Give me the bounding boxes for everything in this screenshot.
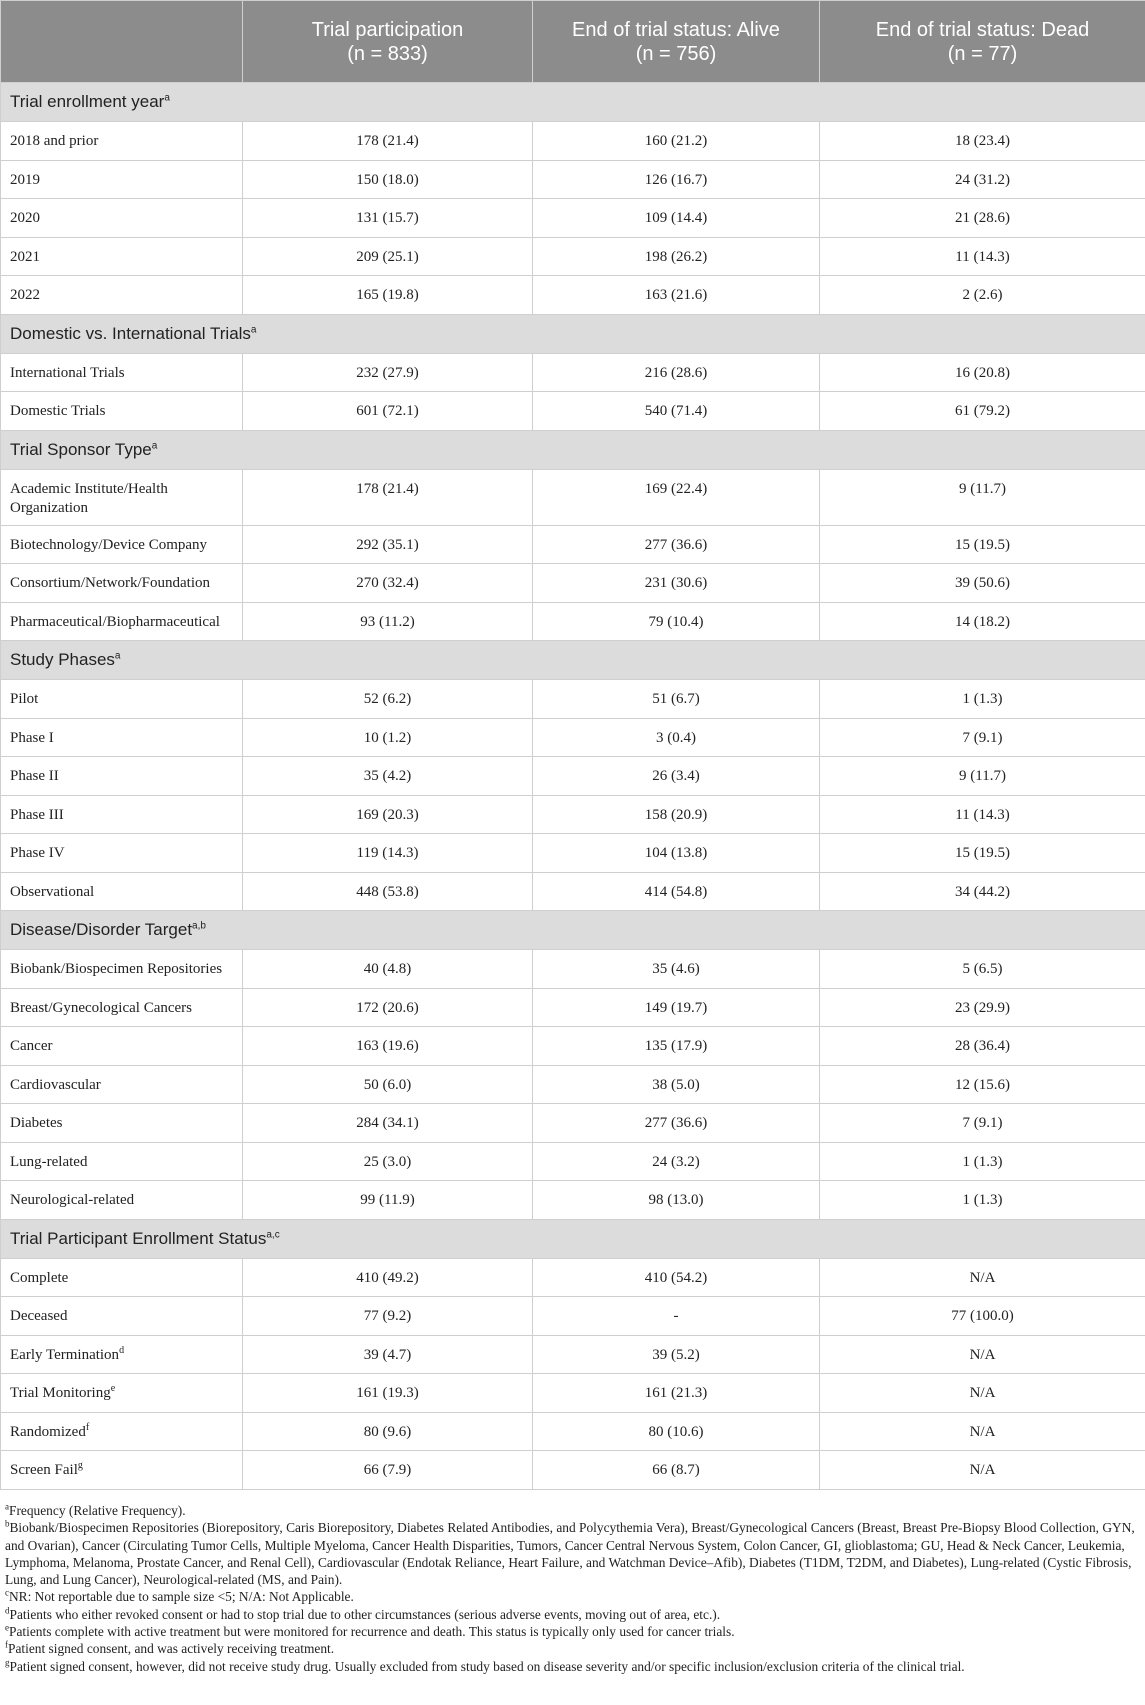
dead-value: 5 (6.5): [820, 950, 1145, 989]
alive-value: 149 (19.7): [533, 988, 820, 1027]
row-label-text: Breast/Gynecological Cancers: [10, 999, 193, 1016]
footnote: [5, 1588, 1140, 1605]
dead-value: 11 (14.3): [820, 237, 1145, 276]
table-body: [1, 83, 1145, 1490]
alive-value: 3 (0.4): [533, 718, 820, 757]
alive-value: 277 (36.6): [533, 1104, 820, 1143]
trial-participation-value: 178 (21.4): [243, 122, 533, 161]
alive-value: 26 (3.4): [533, 757, 820, 796]
row-label: [1, 872, 243, 911]
table-row: [1, 718, 1145, 757]
alive-value: 104 (13.8): [533, 834, 820, 873]
section-title-text: Study Phases: [10, 650, 115, 669]
footnote-marker: g: [5, 1657, 10, 1668]
table-row: [1, 602, 1145, 641]
footnote-marker: e: [110, 1383, 116, 1394]
row-label: [1, 469, 243, 525]
header-col2-line2: (n = 756): [635, 42, 717, 65]
trial-participation-value: 161 (19.3): [243, 1374, 533, 1413]
row-label-text: Phase I: [10, 729, 54, 746]
section-title: [1, 1219, 1145, 1258]
dead-value: 21 (28.6): [820, 199, 1145, 238]
trial-participation-value: 410 (49.2): [243, 1258, 533, 1297]
footnote-marker: f: [5, 1639, 8, 1650]
table-row: [1, 1412, 1145, 1451]
trial-participation-value: 119 (14.3): [243, 834, 533, 873]
dead-value: 23 (29.9): [820, 988, 1145, 1027]
row-label: [1, 276, 243, 315]
trial-participation-value: 80 (9.6): [243, 1412, 533, 1451]
row-label-text: 2018 and prior: [10, 133, 99, 149]
alive-value: 414 (54.8): [533, 872, 820, 911]
footnote-text: Patient signed consent, however, did not receive study drug. Usually excluded from study based on disease severity and/or specific inclusion/exclusion criteria of the clinical trial.: [9, 1658, 965, 1674]
alive-value: 80 (10.6): [533, 1412, 820, 1451]
row-label: [1, 1104, 243, 1143]
footnote: [5, 1640, 1140, 1657]
header-empty-cell: [1, 1, 243, 83]
row-label: [1, 525, 243, 564]
table-row: [1, 237, 1145, 276]
row-label-text: 2019: [10, 171, 40, 188]
section-title: [1, 314, 1145, 353]
footnote-text: NR: Not reportable due to sample size <5; N/A: Not Applicable.: [9, 1589, 354, 1605]
alive-value: 109 (14.4): [533, 199, 820, 238]
table-row: [1, 988, 1145, 1027]
trial-participation-value: 40 (4.8): [243, 950, 533, 989]
table-row: [1, 525, 1145, 564]
row-label: [1, 680, 243, 719]
row-label: [1, 1335, 243, 1374]
trial-participation-value: 165 (19.8): [243, 276, 533, 315]
footnote-marker: g: [77, 1460, 83, 1471]
dead-value: 15 (19.5): [820, 525, 1145, 564]
row-label: [1, 757, 243, 796]
alive-value: 277 (36.6): [533, 525, 820, 564]
dead-value: 18 (23.4): [820, 122, 1145, 161]
header-col1-line1: Trial participation: [311, 18, 464, 41]
row-label: [1, 834, 243, 873]
row-label-text: Complete: [10, 1269, 69, 1286]
header-col3-line2: (n = 77): [947, 42, 1018, 65]
footnote-marker: a: [250, 323, 257, 335]
footnote-text: Frequency (Relative Frequency).: [9, 1503, 186, 1518]
dead-value: 34 (44.2): [820, 872, 1145, 911]
row-label: [1, 718, 243, 757]
row-label-text: Phase III: [10, 806, 64, 823]
dead-value: N/A: [820, 1412, 1145, 1451]
dead-value: N/A: [820, 1335, 1145, 1374]
trial-participation-value: 284 (34.1): [243, 1104, 533, 1143]
alive-value: 126 (16.7): [533, 160, 820, 199]
trial-participation-value: 178 (21.4): [243, 469, 533, 525]
trial-participation-value: 169 (20.3): [243, 795, 533, 834]
table-row: [1, 1027, 1145, 1066]
footnote: [5, 1658, 1140, 1675]
section-title: [1, 83, 1145, 122]
trial-participation-value: 39 (4.7): [243, 1335, 533, 1374]
footnote-text: Biobank/Biospecimen Repositories (Biorepository, Caris Biorepository, Diabetes Related Antibodies, and Polycythemia Vera), Breast/Gynecological Cancers (Breast, Breast Pre-Biopsy Blood Collection, GYN, and Ovarian), Cancer (Circulating Tumor Cells, Multiple Myeloma, Cancer Health Disparities, Tumors, Cancer Central Nervous System, Colon Cancer, GI, glioblastoma; GU, Head & Neck Cancer, Leukemia, Lymphoma, Melanoma, Prostate Cancer, and Renal Cell), Cardiovascular (Endotak Reliance, Heart Failure, and Watchman Device–Afib), Diabetes (T1DM, T2DM, and Diabetes), Lung-related (Cystic Fibrosis, Lung, and Lung Cancer), Neurological-related (MS, and Pain).: [5, 1520, 1135, 1588]
section-title: [1, 641, 1145, 680]
footnote-text: Patients complete with active treatment but were monitored for recurrence and death. This status is typically only used for cancer trials.: [9, 1624, 735, 1640]
section-title-text: Trial Participant Enrollment Status: [10, 1228, 267, 1248]
footnote-text: Patient signed consent, and was actively receiving treatment.: [8, 1641, 335, 1657]
dead-value: 1 (1.3): [820, 1181, 1145, 1220]
alive-value: 39 (5.2): [533, 1335, 820, 1374]
row-label: [1, 160, 243, 199]
dead-value: 15 (19.5): [820, 834, 1145, 873]
trial-participation-value: 25 (3.0): [243, 1142, 533, 1181]
row-label-text: Lung-related: [10, 1153, 88, 1170]
row-label-text: Phase II: [10, 768, 59, 784]
alive-value: 35 (4.6): [533, 950, 820, 989]
row-label-text: Screen Fail: [10, 1462, 78, 1478]
row-label: [1, 1297, 243, 1336]
trial-participation-value: 10 (1.2): [243, 718, 533, 757]
row-label: [1, 353, 243, 392]
footnote-marker: e: [5, 1622, 9, 1633]
alive-value: 231 (30.6): [533, 564, 820, 603]
footnote: [5, 1519, 1140, 1588]
dead-value: 7 (9.1): [820, 718, 1145, 757]
alive-value: 169 (22.4): [533, 469, 820, 525]
section-header-row: [1, 430, 1145, 469]
dead-value: N/A: [820, 1451, 1145, 1490]
table-row: [1, 1258, 1145, 1297]
footnote-marker: a: [114, 650, 121, 662]
trial-participation-value: 292 (35.1): [243, 525, 533, 564]
alive-value: 79 (10.4): [533, 602, 820, 641]
row-label-text: Observational: [10, 883, 95, 900]
row-label: [1, 1412, 243, 1451]
alive-value: -: [533, 1297, 820, 1336]
dead-value: 61 (79.2): [820, 392, 1145, 431]
table-row: [1, 1451, 1145, 1490]
dead-value: 12 (15.6): [820, 1065, 1145, 1104]
alive-value: 540 (71.4): [533, 392, 820, 431]
row-label: [1, 1181, 243, 1220]
table-row: [1, 950, 1145, 989]
row-label: [1, 237, 243, 276]
row-label-text: Deceased: [10, 1308, 68, 1324]
row-label-text: 2022: [10, 287, 40, 303]
dead-value: 16 (20.8): [820, 353, 1145, 392]
footnote-marker: a: [151, 439, 158, 451]
section-title-text: Domestic vs. International Trials: [10, 323, 251, 343]
section-header-row: [1, 83, 1145, 122]
dead-value: 11 (14.3): [820, 795, 1145, 834]
trial-participation-value: 209 (25.1): [243, 237, 533, 276]
row-label-text: Pharmaceutical/Biopharmaceutical: [10, 613, 220, 630]
alive-value: 135 (17.9): [533, 1027, 820, 1066]
section-title-text: Trial enrollment year: [10, 92, 165, 111]
alive-value: 24 (3.2): [533, 1142, 820, 1181]
row-label: [1, 950, 243, 989]
alive-value: 51 (6.7): [533, 680, 820, 719]
table-row: [1, 795, 1145, 834]
header-col3-line1: End of trial status: Dead: [875, 18, 1090, 41]
trial-participation-value: 131 (15.7): [243, 199, 533, 238]
table-row: [1, 834, 1145, 873]
trial-participation-value: 448 (53.8): [243, 872, 533, 911]
footnote-marker: a,c: [266, 1228, 280, 1240]
footnote-marker: a: [164, 92, 170, 104]
section-title-text: Trial Sponsor Type: [10, 439, 152, 459]
dead-value: 77 (100.0): [820, 1297, 1145, 1336]
table-row: [1, 872, 1145, 911]
footnotes: [0, 1502, 1145, 1675]
row-label-text: Cardiovascular: [10, 1076, 101, 1093]
dead-value: 28 (36.4): [820, 1027, 1145, 1066]
row-label-text: Cancer: [10, 1038, 53, 1054]
table-row: [1, 757, 1145, 796]
alive-value: 38 (5.0): [533, 1065, 820, 1104]
trial-participation-value: 99 (11.9): [243, 1181, 533, 1220]
section-header-row: [1, 641, 1145, 680]
section-header-row: [1, 1219, 1145, 1258]
section-header-row: [1, 314, 1145, 353]
row-label: [1, 1142, 243, 1181]
row-label: [1, 392, 243, 431]
table-row: [1, 680, 1145, 719]
trial-participation-value: 50 (6.0): [243, 1065, 533, 1104]
alive-value: 198 (26.2): [533, 237, 820, 276]
trial-participation-value: 93 (11.2): [243, 602, 533, 641]
footnote: [5, 1606, 1140, 1623]
footnote-marker: d: [119, 1344, 125, 1356]
alive-value: 163 (21.6): [533, 276, 820, 315]
row-label-text: Trial Monitoring: [10, 1385, 111, 1401]
table-row: [1, 1142, 1145, 1181]
header-alive: [533, 1, 820, 83]
table-row: [1, 1335, 1145, 1374]
row-label: [1, 564, 243, 603]
dead-value: 14 (18.2): [820, 602, 1145, 641]
alive-value: 98 (13.0): [533, 1181, 820, 1220]
table-row: [1, 1297, 1145, 1336]
trial-participation-value: 66 (7.9): [243, 1451, 533, 1490]
row-label: [1, 122, 243, 161]
trial-participation-value: 270 (32.4): [243, 564, 533, 603]
dead-value: 24 (31.2): [820, 160, 1145, 199]
table-row: [1, 276, 1145, 315]
footnote-marker: a,b: [192, 920, 206, 932]
footnote-marker: c: [5, 1588, 9, 1599]
footnote-marker: a: [5, 1501, 9, 1512]
trial-participation-value: 172 (20.6): [243, 988, 533, 1027]
alive-value: 160 (21.2): [533, 122, 820, 161]
section-title: [1, 430, 1145, 469]
row-label-text: Early Termination: [10, 1346, 120, 1363]
section-title-text: Disease/Disorder Target: [10, 920, 193, 939]
dead-value: 39 (50.6): [820, 564, 1145, 603]
header-dead: [820, 1, 1145, 83]
trial-participation-value: 232 (27.9): [243, 353, 533, 392]
footnote: [5, 1502, 1140, 1519]
table-row: [1, 1065, 1145, 1104]
table-row: [1, 122, 1145, 161]
row-label: [1, 1258, 243, 1297]
row-label-text: Diabetes: [10, 1115, 63, 1131]
row-label: [1, 1065, 243, 1104]
row-label-text: 2020: [10, 210, 40, 226]
table-row: [1, 1104, 1145, 1143]
table-row: [1, 353, 1145, 392]
row-label: [1, 795, 243, 834]
row-label-text: Academic Institute/Health Organization: [10, 480, 168, 516]
row-label-text: Pilot: [10, 691, 39, 707]
dead-value: N/A: [820, 1258, 1145, 1297]
row-label: [1, 1027, 243, 1066]
alive-value: 66 (8.7): [533, 1451, 820, 1490]
trial-participation-value: 77 (9.2): [243, 1297, 533, 1336]
table-row: [1, 199, 1145, 238]
footnote-marker: b: [5, 1518, 10, 1529]
alive-value: 410 (54.2): [533, 1258, 820, 1297]
dead-value: 1 (1.3): [820, 680, 1145, 719]
row-label-text: International Trials: [10, 364, 125, 381]
row-label-text: Consortium/Network/Foundation: [10, 575, 210, 591]
footnote-marker: f: [85, 1421, 90, 1433]
alive-value: 161 (21.3): [533, 1374, 820, 1413]
footnote-marker: d: [5, 1605, 10, 1616]
row-label-text: Phase IV: [10, 845, 65, 861]
trial-participation-value: 35 (4.2): [243, 757, 533, 796]
row-label-text: Neurological-related: [10, 1192, 135, 1208]
table-row: [1, 1181, 1145, 1220]
trial-participation-value: 163 (19.6): [243, 1027, 533, 1066]
table-row: [1, 469, 1145, 525]
row-label: [1, 1451, 243, 1490]
row-label-text: Biotechnology/Device Company: [10, 536, 208, 553]
dead-value: 9 (11.7): [820, 757, 1145, 796]
row-label: [1, 988, 243, 1027]
header-row: [1, 1, 1145, 83]
row-label: [1, 602, 243, 641]
alive-value: 158 (20.9): [533, 795, 820, 834]
trial-participation-value: 150 (18.0): [243, 160, 533, 199]
table-row: [1, 564, 1145, 603]
table-row: [1, 1374, 1145, 1413]
dead-value: 2 (2.6): [820, 276, 1145, 315]
row-label-text: Randomized: [10, 1423, 86, 1440]
dead-value: 1 (1.3): [820, 1142, 1145, 1181]
footnote: [5, 1623, 1140, 1640]
dead-value: 9 (11.7): [820, 469, 1145, 525]
row-label: [1, 199, 243, 238]
section-title: [1, 911, 1145, 950]
header-col2-line1: End of trial status: Alive: [572, 18, 780, 41]
table-row: [1, 392, 1145, 431]
footnote-text: Patients who either revoked consent or had to stop trial due to other circumstances (serious adverse events, moving out of area, etc.).: [9, 1606, 721, 1622]
header-trial-participation: [243, 1, 533, 83]
row-label: [1, 1374, 243, 1413]
row-label-text: Domestic Trials: [10, 403, 106, 419]
trial-participation-value: 52 (6.2): [243, 680, 533, 719]
trial-participation-value: 601 (72.1): [243, 392, 533, 431]
dead-value: N/A: [820, 1374, 1145, 1413]
header-col1-line2: (n = 833): [347, 42, 428, 65]
row-label-text: 2021: [10, 248, 40, 265]
dead-value: 7 (9.1): [820, 1104, 1145, 1143]
row-label-text: Biobank/Biospecimen Repositories: [10, 961, 223, 977]
table-row: [1, 160, 1145, 199]
section-header-row: [1, 911, 1145, 950]
alive-value: 216 (28.6): [533, 353, 820, 392]
